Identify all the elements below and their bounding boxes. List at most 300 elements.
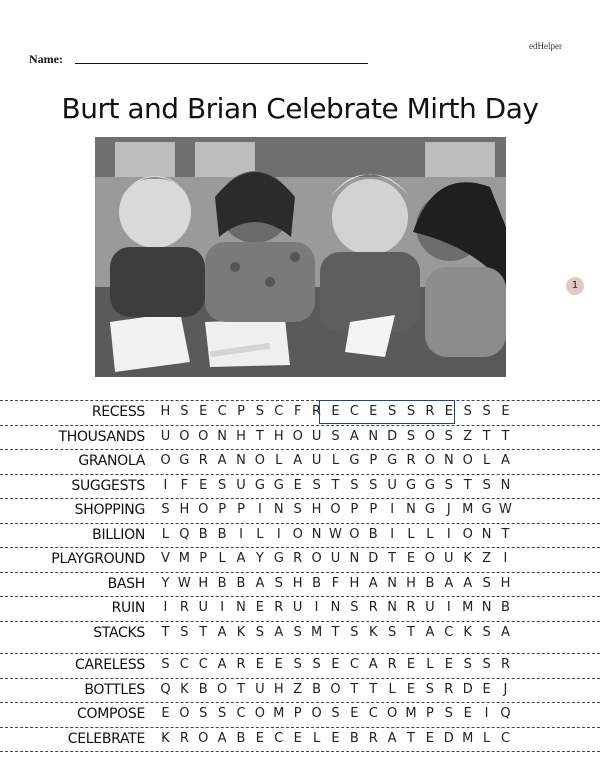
grid-letter[interactable]: A xyxy=(444,576,454,591)
grid-letter[interactable]: N xyxy=(387,600,397,615)
grid-letter[interactable]: H xyxy=(198,576,209,591)
grid-letter[interactable]: T xyxy=(350,682,359,697)
grid-letter[interactable]: E xyxy=(331,657,340,672)
puzzle-row xyxy=(0,572,600,597)
grid-letter[interactable]: S xyxy=(255,404,265,419)
letter-grid-row xyxy=(156,429,556,444)
grid-letter[interactable]: Z xyxy=(293,682,303,697)
grid-letter[interactable]: I xyxy=(314,600,319,615)
grid-letter[interactable]: L xyxy=(407,527,415,542)
grid-letter[interactable]: U xyxy=(160,429,171,444)
grid-letter[interactable]: A xyxy=(217,453,227,468)
grid-letter[interactable]: S xyxy=(482,576,491,591)
grid-letter[interactable]: J xyxy=(446,502,451,517)
grid-letter[interactable]: P xyxy=(425,706,434,721)
grid-letter[interactable]: N xyxy=(349,551,360,566)
grid-letter[interactable]: L xyxy=(218,551,226,566)
letter-grid-row xyxy=(156,576,556,591)
grid-letter[interactable]: S xyxy=(180,404,189,419)
grid-letter[interactable]: Z xyxy=(482,551,492,566)
grid-letter[interactable]: O xyxy=(292,429,303,444)
grid-letter[interactable]: T xyxy=(331,625,340,640)
grid-letter[interactable]: F xyxy=(180,478,189,493)
grid-letter[interactable]: G xyxy=(273,478,284,493)
grid-letter[interactable]: O xyxy=(179,429,190,444)
grid-letter[interactable]: K xyxy=(463,625,472,640)
grid-letter[interactable]: N xyxy=(273,502,284,517)
grid-letter[interactable]: S xyxy=(161,657,170,672)
grid-letter[interactable]: T xyxy=(407,731,415,746)
grid-letter[interactable]: E xyxy=(444,404,453,419)
grid-letter[interactable]: B xyxy=(198,527,208,542)
grid-letter[interactable]: A xyxy=(387,731,397,746)
grid-letter[interactable]: L xyxy=(426,657,434,672)
grid-letter[interactable]: A xyxy=(217,625,227,640)
grid-letter[interactable]: M xyxy=(462,502,474,517)
grid-letter[interactable]: E xyxy=(501,404,510,419)
grid-letter[interactable]: N xyxy=(311,527,322,542)
grid-letter[interactable]: B xyxy=(501,600,510,615)
grid-letter[interactable]: M xyxy=(462,731,474,746)
grid-letter[interactable]: S xyxy=(180,625,189,640)
grid-letter[interactable]: L xyxy=(482,731,491,746)
grid-letter[interactable]: E xyxy=(350,706,359,721)
grid-letter[interactable]: B xyxy=(368,527,378,542)
grid-letter[interactable]: B xyxy=(312,682,322,697)
grid-letter[interactable]: S xyxy=(350,625,359,640)
letter-grid-row xyxy=(156,502,556,517)
puzzle-word: SHOPPING xyxy=(74,502,145,518)
grid-letter[interactable]: O xyxy=(424,429,436,444)
grid-letter[interactable]: U xyxy=(387,478,397,493)
letter-grid-row xyxy=(156,453,556,468)
grid-letter[interactable]: E xyxy=(444,657,453,672)
grid-letter[interactable]: K xyxy=(236,625,246,640)
grid-letter[interactable]: D xyxy=(443,731,454,746)
grid-letter[interactable]: Q xyxy=(160,682,171,697)
grid-letter[interactable]: Y xyxy=(255,551,264,566)
grid-letter[interactable]: E xyxy=(293,731,302,746)
puzzle-word: CARELESS xyxy=(75,657,145,673)
grid-letter[interactable]: A xyxy=(236,551,246,566)
grid-letter[interactable]: B xyxy=(349,731,359,746)
grid-letter[interactable]: D xyxy=(462,682,473,697)
puzzle-word: BOTTLES xyxy=(84,682,145,698)
grid-letter[interactable]: E xyxy=(255,731,264,746)
page-number-badge: 1 xyxy=(566,277,584,295)
puzzle-row xyxy=(0,498,600,523)
grid-letter[interactable]: V xyxy=(160,551,170,566)
grid-letter[interactable]: S xyxy=(350,600,359,615)
grid-letter[interactable]: C xyxy=(368,706,378,721)
grid-letter[interactable]: E xyxy=(406,551,416,566)
grid-letter[interactable]: U xyxy=(292,600,303,615)
grid-letter[interactable]: N xyxy=(500,478,511,493)
grid-letter[interactable]: E xyxy=(274,657,283,672)
grid-letter[interactable]: S xyxy=(161,502,170,517)
grid-letter[interactable]: O xyxy=(387,706,398,721)
grid-letter[interactable]: C xyxy=(274,404,284,419)
grid-letter[interactable]: C xyxy=(179,657,189,672)
name-line[interactable] xyxy=(75,63,368,64)
grid-letter[interactable]: I xyxy=(390,502,395,517)
grid-letter[interactable]: P xyxy=(199,551,208,566)
grid-letter[interactable]: S xyxy=(369,478,378,493)
grid-letter[interactable]: M xyxy=(405,706,417,721)
grid-letter[interactable]: R xyxy=(368,731,378,746)
grid-letter[interactable]: G xyxy=(349,453,360,468)
grid-letter[interactable]: N xyxy=(406,502,416,517)
grid-letter[interactable]: H xyxy=(179,502,190,517)
grid-letter[interactable]: O xyxy=(424,453,436,468)
grid-letter[interactable]: F xyxy=(331,576,340,591)
grid-letter[interactable]: O xyxy=(311,551,322,566)
puzzle-row xyxy=(0,727,600,752)
grid-letter[interactable]: A xyxy=(368,576,378,591)
grid-letter[interactable]: H xyxy=(292,576,303,591)
grid-letter[interactable]: G xyxy=(405,478,417,493)
grid-letter[interactable]: J xyxy=(503,682,508,697)
grid-letter[interactable]: I xyxy=(446,527,451,542)
grid-letter[interactable]: R xyxy=(274,600,284,615)
grid-letter[interactable]: L xyxy=(482,453,491,468)
grid-letter[interactable]: E xyxy=(331,731,340,746)
grid-letter[interactable]: E xyxy=(463,706,472,721)
grid-letter[interactable]: S xyxy=(388,625,397,640)
grid-letter[interactable]: S xyxy=(444,706,453,721)
puzzle-word: CELEBRATE xyxy=(67,731,145,747)
grid-letter[interactable]: R xyxy=(179,731,189,746)
grid-letter[interactable]: G xyxy=(387,453,398,468)
grid-letter[interactable]: G xyxy=(424,478,435,493)
grid-letter[interactable]: A xyxy=(293,453,303,468)
grid-letter[interactable]: F xyxy=(293,404,302,419)
puzzle-word: RECESS xyxy=(91,404,145,420)
grid-letter[interactable]: S xyxy=(312,657,321,672)
grid-letter[interactable]: A xyxy=(217,657,227,672)
grid-letter[interactable]: C xyxy=(444,625,454,640)
grid-letter[interactable]: K xyxy=(180,682,189,697)
grid-letter[interactable]: S xyxy=(425,682,435,697)
puzzle-word: BILLION xyxy=(92,527,145,543)
puzzle-word: THOUSANDS xyxy=(58,429,145,445)
grid-letter[interactable]: O xyxy=(330,682,341,697)
grid-letter[interactable]: I xyxy=(257,502,262,517)
grid-letter[interactable]: S xyxy=(482,657,491,672)
grid-letter[interactable]: L xyxy=(312,731,321,746)
grid-letter[interactable]: I xyxy=(276,527,281,542)
classroom-illustration xyxy=(95,137,506,377)
grid-letter[interactable]: L xyxy=(161,527,170,542)
grid-letter[interactable]: A xyxy=(368,657,378,672)
puzzle-row xyxy=(0,621,600,646)
grid-letter[interactable]: E xyxy=(255,600,264,615)
grid-letter[interactable]: M xyxy=(273,706,285,721)
grid-letter[interactable]: S xyxy=(274,576,283,591)
grid-letter[interactable]: C xyxy=(274,731,284,746)
grid-letter[interactable]: I xyxy=(390,527,395,542)
grid-letter[interactable]: R xyxy=(293,551,303,566)
grid-letter[interactable]: O xyxy=(198,731,209,746)
puzzle-row xyxy=(0,474,600,499)
grid-letter[interactable]: U xyxy=(311,429,322,444)
grid-letter[interactable]: Z xyxy=(463,429,473,444)
grid-letter[interactable]: S xyxy=(331,706,340,721)
grid-letter[interactable]: N xyxy=(368,429,379,444)
grid-letter[interactable]: I xyxy=(239,527,243,542)
grid-letter[interactable]: S xyxy=(350,478,359,493)
grid-letter[interactable]: S xyxy=(255,625,265,640)
grid-letter[interactable]: E xyxy=(293,478,302,493)
grid-letter[interactable]: O xyxy=(179,706,190,721)
grid-letter[interactable]: M xyxy=(310,625,323,640)
grid-letter[interactable]: S xyxy=(444,429,453,444)
grid-letter[interactable]: S xyxy=(217,478,227,493)
grid-letter[interactable]: N xyxy=(443,453,454,468)
grid-letter[interactable]: S xyxy=(482,404,491,419)
grid-letter[interactable]: R xyxy=(236,657,246,672)
grid-letter[interactable]: O xyxy=(292,527,303,542)
grid-letter[interactable]: I xyxy=(163,600,168,615)
grid-letter[interactable]: S xyxy=(217,706,227,721)
grid-letter[interactable]: A xyxy=(425,625,435,640)
name-label: Name: xyxy=(29,52,63,66)
grid-letter[interactable]: L xyxy=(331,453,340,468)
grid-letter[interactable]: I xyxy=(503,551,508,566)
grid-letter[interactable]: S xyxy=(406,404,416,419)
grid-letter[interactable]: S xyxy=(463,404,472,419)
grid-letter[interactable]: U xyxy=(311,453,322,468)
grid-letter[interactable]: L xyxy=(388,682,396,697)
grid-letter[interactable]: G xyxy=(481,502,492,517)
grid-letter[interactable]: E xyxy=(482,682,491,697)
grid-letter[interactable]: N xyxy=(481,600,492,615)
grid-letter[interactable]: W xyxy=(499,502,512,517)
letter-grid-row xyxy=(156,527,556,542)
letter-grid-row xyxy=(156,551,556,566)
puzzle-row xyxy=(0,653,600,678)
grid-letter[interactable]: T xyxy=(237,682,245,697)
grid-letter[interactable]: U xyxy=(255,682,265,697)
grid-letter[interactable]: C xyxy=(236,706,246,721)
puzzle-row xyxy=(0,678,600,703)
grid-letter[interactable]: O xyxy=(160,453,171,468)
grid-letter[interactable]: S xyxy=(388,404,397,419)
grid-letter[interactable]: E xyxy=(406,682,416,697)
grid-letter[interactable]: O xyxy=(198,502,209,517)
letter-grid-row xyxy=(156,600,556,615)
grid-letter[interactable]: A xyxy=(274,625,284,640)
grid-letter[interactable]: U xyxy=(330,551,341,566)
puzzle-row xyxy=(0,523,600,548)
grid-letter[interactable]: T xyxy=(407,625,415,640)
grid-letter[interactable]: P xyxy=(369,453,378,468)
grid-letter[interactable]: G xyxy=(424,502,435,517)
grid-letter[interactable]: A xyxy=(501,625,510,640)
grid-letter[interactable]: S xyxy=(463,657,472,672)
grid-letter[interactable]: L xyxy=(426,527,434,542)
grid-letter[interactable]: C xyxy=(198,657,208,672)
grid-letter[interactable]: C xyxy=(217,404,227,419)
grid-letter[interactable]: A xyxy=(463,576,473,591)
grid-letter[interactable]: T xyxy=(199,625,208,640)
grid-letter[interactable]: A xyxy=(349,429,359,444)
grid-letter[interactable]: U xyxy=(198,600,208,615)
grid-letter[interactable]: R xyxy=(444,682,454,697)
grid-letter[interactable]: O xyxy=(254,453,266,468)
puzzle-row xyxy=(0,449,600,474)
puzzle-row xyxy=(0,400,600,425)
grid-letter[interactable]: O xyxy=(217,682,228,697)
grid-letter[interactable]: E xyxy=(406,657,416,672)
grid-letter[interactable]: R xyxy=(368,600,378,615)
grid-letter[interactable]: H xyxy=(273,682,284,697)
grid-letter[interactable]: P xyxy=(369,502,378,517)
grid-letter[interactable]: Y xyxy=(161,576,170,591)
grid-letter[interactable]: I xyxy=(484,706,489,721)
grid-letter[interactable]: H xyxy=(273,429,284,444)
grid-letter[interactable]: U xyxy=(236,478,246,493)
grid-letter[interactable]: U xyxy=(425,600,435,615)
grid-letter[interactable]: T xyxy=(388,551,397,566)
grid-letter[interactable]: I xyxy=(163,478,168,493)
grid-letter[interactable]: S xyxy=(444,478,453,493)
grid-letter[interactable]: H xyxy=(160,404,171,419)
grid-letter[interactable]: N xyxy=(217,429,227,444)
grid-letter[interactable]: E xyxy=(199,404,208,419)
grid-letter[interactable]: N xyxy=(330,600,341,615)
grid-letter[interactable]: O xyxy=(462,453,473,468)
grid-letter[interactable]: E xyxy=(199,478,208,493)
grid-letter[interactable]: E xyxy=(369,404,378,419)
grid-letter[interactable]: H xyxy=(349,576,360,591)
grid-letter[interactable]: T xyxy=(369,682,378,697)
grid-letter[interactable]: S xyxy=(293,625,302,640)
grid-letter[interactable]: S xyxy=(293,657,302,672)
grid-letter[interactable]: P xyxy=(293,706,302,721)
grid-letter[interactable]: S xyxy=(482,478,491,493)
grid-letter[interactable]: K xyxy=(368,625,378,640)
grid-letter[interactable]: A xyxy=(217,731,227,746)
grid-letter[interactable]: C xyxy=(349,657,359,672)
grid-letter[interactable]: P xyxy=(350,502,359,517)
grid-letter[interactable]: B xyxy=(312,576,322,591)
grid-letter[interactable]: S xyxy=(293,502,302,517)
grid-letter[interactable]: B xyxy=(236,576,246,591)
grid-letter[interactable]: T xyxy=(463,478,472,493)
grid-letter[interactable]: C xyxy=(349,404,359,419)
grid-letter[interactable]: G xyxy=(273,551,284,566)
grid-letter[interactable]: E xyxy=(331,404,340,419)
grid-letter[interactable]: N xyxy=(387,576,397,591)
grid-letter[interactable]: E xyxy=(255,657,264,672)
grid-letter[interactable]: W xyxy=(329,527,342,542)
grid-letter[interactable]: E xyxy=(161,706,170,721)
grid-letter[interactable]: I xyxy=(446,600,451,615)
grid-letter[interactable]: O xyxy=(254,706,266,721)
grid-letter[interactable]: R xyxy=(198,453,208,468)
grid-letter[interactable]: R xyxy=(312,404,322,419)
grid-letter[interactable]: R xyxy=(406,453,416,468)
grid-letter[interactable]: R xyxy=(406,600,416,615)
grid-letter[interactable]: O xyxy=(462,527,473,542)
grid-letter[interactable]: H xyxy=(236,429,246,444)
grid-letter[interactable]: T xyxy=(482,429,491,444)
grid-letter[interactable]: T xyxy=(255,429,264,444)
grid-letter[interactable]: B xyxy=(425,576,435,591)
grid-letter[interactable]: G xyxy=(254,478,265,493)
grid-letter[interactable]: M xyxy=(462,600,474,615)
grid-letter[interactable]: L xyxy=(256,527,264,542)
grid-letter[interactable]: K xyxy=(463,551,472,566)
grid-letter[interactable]: T xyxy=(331,478,340,493)
bottom-divider xyxy=(0,751,600,752)
grid-letter[interactable]: S xyxy=(331,429,340,444)
grid-letter[interactable]: C xyxy=(500,731,511,746)
letter-grid-row xyxy=(156,625,556,640)
grid-letter[interactable]: L xyxy=(275,453,283,468)
grid-letter[interactable]: U xyxy=(444,551,454,566)
grid-letter[interactable]: N xyxy=(236,600,246,615)
grid-letter[interactable]: S xyxy=(199,706,208,721)
grid-letter[interactable]: D xyxy=(387,429,398,444)
grid-letter[interactable]: P xyxy=(237,502,245,517)
grid-letter[interactable]: H xyxy=(500,576,511,591)
grid-letter[interactable]: T xyxy=(501,527,510,542)
puzzle-row xyxy=(0,702,600,727)
grid-letter[interactable]: P xyxy=(237,404,245,419)
grid-letter[interactable]: A xyxy=(501,453,510,468)
grid-letter[interactable]: G xyxy=(179,453,190,468)
puzzle-word: SUGGESTS xyxy=(71,478,145,494)
grid-letter[interactable]: R xyxy=(425,404,435,419)
grid-letter[interactable]: S xyxy=(482,625,491,640)
grid-letter[interactable]: S xyxy=(312,478,321,493)
grid-letter[interactable]: W xyxy=(177,576,191,591)
grid-letter[interactable]: B xyxy=(217,527,227,542)
grid-letter[interactable]: N xyxy=(236,453,246,468)
grid-letter[interactable]: O xyxy=(311,706,322,721)
grid-letter[interactable]: M xyxy=(178,551,190,566)
grid-letter[interactable]: O xyxy=(330,502,341,517)
grid-letter[interactable]: K xyxy=(161,731,170,746)
grid-letter[interactable]: T xyxy=(161,625,170,640)
grid-letter[interactable]: B xyxy=(217,576,227,591)
grid-letter[interactable]: O xyxy=(349,527,360,542)
grid-letter[interactable]: Q xyxy=(179,527,190,542)
grid-letter[interactable]: N xyxy=(481,527,492,542)
grid-letter[interactable]: R xyxy=(179,600,189,615)
grid-letter[interactable]: O xyxy=(424,551,436,566)
grid-letter[interactable]: E xyxy=(425,731,435,746)
grid-letter[interactable]: D xyxy=(368,551,379,566)
grid-letter[interactable]: R xyxy=(387,657,397,672)
grid-letter[interactable]: R xyxy=(500,657,510,672)
found-word-highlight[interactable] xyxy=(319,400,455,424)
grid-letter[interactable]: Q xyxy=(500,706,511,721)
letter-grid-row xyxy=(156,682,556,697)
grid-letter[interactable]: I xyxy=(220,600,225,615)
grid-letter[interactable]: B xyxy=(236,731,246,746)
grid-letter[interactable]: S xyxy=(406,429,416,444)
grid-letter[interactable]: P xyxy=(218,502,227,517)
grid-letter[interactable]: O xyxy=(198,429,209,444)
grid-letter[interactable]: H xyxy=(406,576,416,591)
grid-letter[interactable]: B xyxy=(198,682,208,697)
grid-letter[interactable]: A xyxy=(255,576,265,591)
grid-letter[interactable]: H xyxy=(311,502,322,517)
grid-letter[interactable]: T xyxy=(501,429,510,444)
